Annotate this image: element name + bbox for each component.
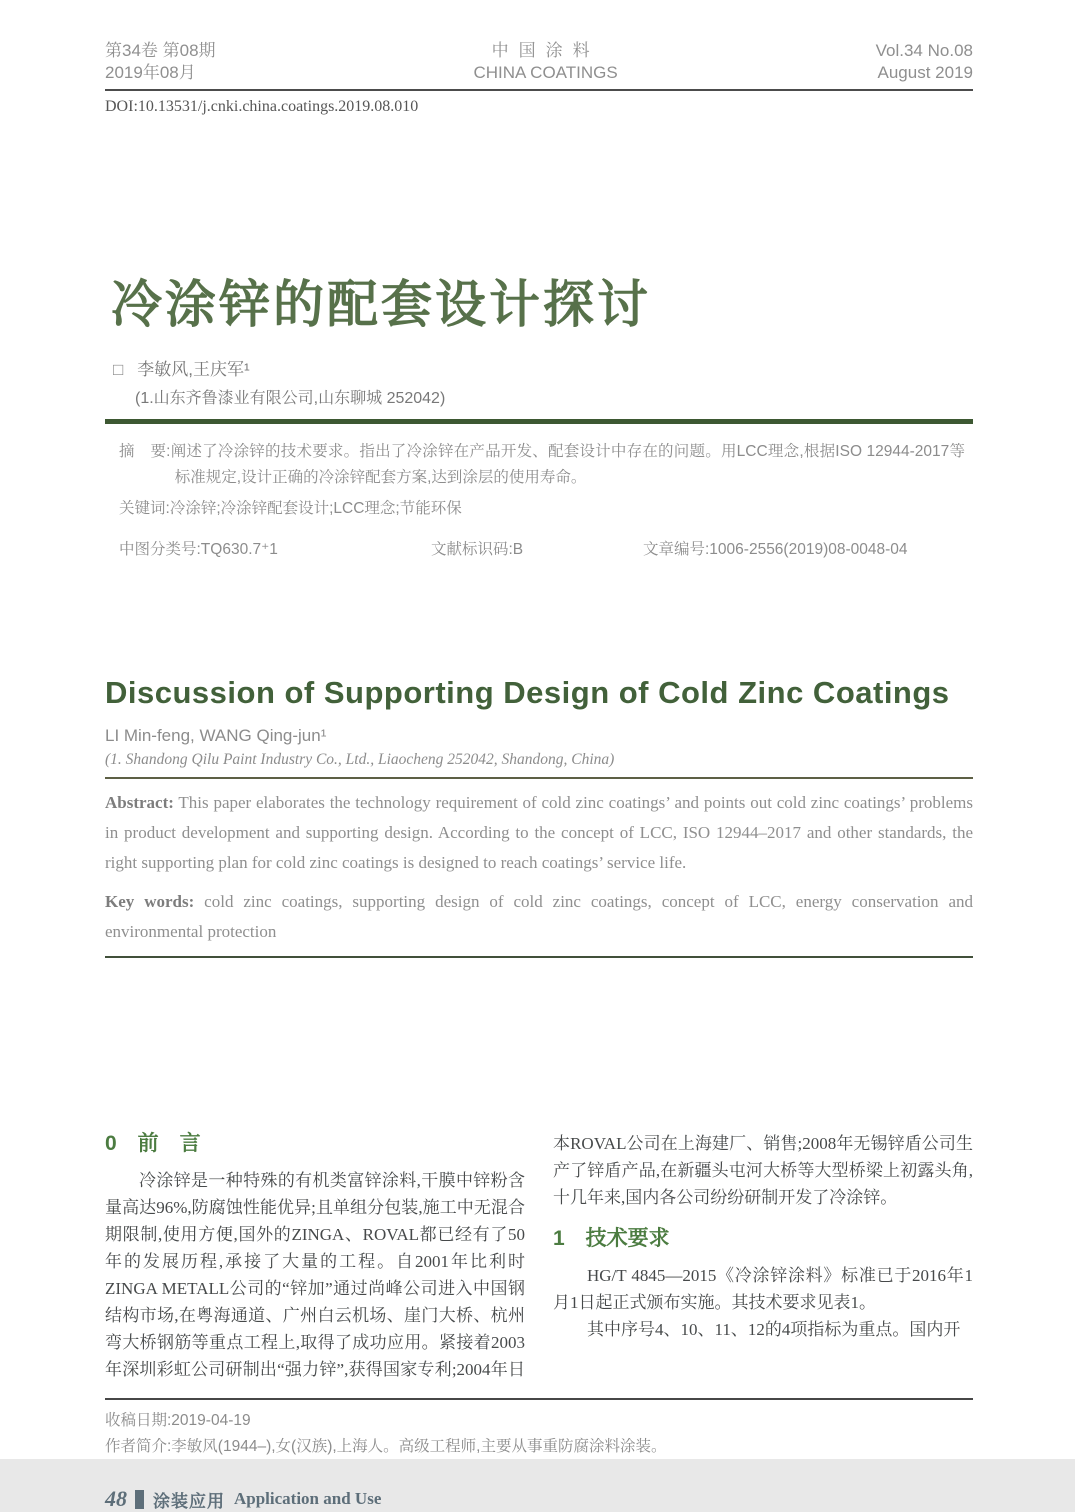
abstract-text-cn: 阐述了冷涂锌的技术要求。指出了冷涂锌在产品开发、配套设计中存在的问题。用LCC理念,根据ISO 12944-2017等标准规定,设计正确的冷涂锌配套方案,达到涂层的使用寿命。 [170, 443, 966, 486]
footnote-divider [105, 1398, 973, 1400]
issue-volume-en: Vol.34 No.08 [875, 41, 973, 60]
page-number: 48 [105, 1486, 127, 1511]
section-0-heading: 0 前 言 [105, 1132, 201, 1155]
english-divider [105, 777, 973, 779]
author-bio: 作者简介:李敏风(1944–),女(汉族),上海人。高级工程师,主要从事重防腐涂料涂装。 [105, 1438, 667, 1455]
abstract-label-en: Abstract: [105, 793, 174, 812]
journal-name-cn: 中国涂料 [491, 41, 600, 60]
keywords-cn [119, 496, 965, 522]
abstract-en [105, 788, 973, 878]
header-issue-en [876, 40, 973, 84]
keywords-label-en: Key words: [105, 892, 195, 911]
article-title-cn: 冷涂锌的配套设计探讨 [111, 276, 652, 333]
doi: DOI:10.13531/j.cnki.china.coatings.2019.08.010 [105, 98, 419, 115]
keywords-label-cn: 关键词: [119, 500, 170, 517]
received-date: 收稿日期:2019-04-19 [105, 1412, 251, 1429]
issue-volume-cn: 第34卷 第08期 [105, 41, 216, 60]
abstract-cn [119, 439, 965, 491]
authors-cn [113, 355, 973, 380]
clc-number: 中图分类号:TQ630.7⁺1 [119, 541, 278, 558]
keywords-text-en: cold zinc coatings, supporting design of cold zinc coatings, concept of LCC, energy conservation and environmental protection [105, 892, 973, 941]
footer-section-cn: 涂装应用 [153, 1491, 225, 1511]
footer-section-en: Application and Use [234, 1489, 382, 1508]
footer-bar-icon [135, 1490, 144, 1509]
keywords-en [105, 887, 973, 947]
journal-header [105, 0, 973, 84]
page-footer [105, 1486, 973, 1512]
affiliation-en: (1. Shandong Qilu Paint Industry Co., Ltd., Liaocheng 252042, Shandong, China) [105, 751, 615, 768]
header-journal-name [473, 40, 617, 84]
abstract-label-cn: 摘 要: [119, 443, 171, 460]
header-divider [105, 89, 973, 91]
document-code: 文献标识码:B [431, 541, 524, 558]
meta-block [119, 439, 965, 563]
article-id: 文章编号:1006-2556(2019)08-0048-04 [643, 541, 908, 558]
classification-row [119, 537, 965, 563]
abstract-text-en: This paper elaborates the technology requirement of cold zinc coatings’ and points out cold zinc coatings’ problems in product development and supporting design. According to the concept of LCC, ISO 12944–2017 and other standards, the right supporting plan for cold zinc coatings is designed to reach coatings’ service life. [105, 793, 974, 872]
section-0-paragraph: 冷涂锌是一种特殊的有机类富锌涂料,干膜中锌粉含量高达96%,防腐蚀性能优异;且单组分包装,施工中无混合期限制,使用方便,国外的ZINGA、ROVAL都已经有了50年的发展历程,承接了大量的工程。自2001年比利时ZINGA METALL公司的“锌加”通过尚峰公司进入中国钢结构市场,在粤海通道、广州白云机场、崖门大桥、杭州弯大桥钢筋等重点工程上,取得了成功应用。紧接着2003年深圳彩虹公司研制出“强力锌”,获得国家专利;2004年日本ROVAL公司在上海建厂、销售;2008年无锡锌盾公司生产了锌盾产品,在新疆头屯河大桥等大型桥梁上初露头角,十几年来,国内各公司纷纷研制开发了冷涂锌。 [105, 1134, 973, 1379]
article-title-en: Discussion of Supporting Design of Cold Zinc Coatings [105, 675, 950, 710]
section-1-paragraph-1: HG/T 4845—2015《冷涂锌涂料》标准已于2016年1月1日起正式颁布实施。其技术要求见表1。 [553, 1266, 973, 1312]
journal-name-en: CHINA COATINGS [473, 63, 618, 82]
abstract-divider [105, 956, 973, 958]
author-marker-icon: □ [113, 360, 124, 379]
title-divider [105, 419, 973, 424]
issue-date-cn: 2019年08月 [105, 63, 196, 82]
issue-date-en: August 2019 [877, 63, 973, 82]
keywords-text-cn: 冷涂锌;冷涂锌配套设计;LCC理念;节能环保 [169, 500, 462, 517]
affiliation-cn: (1.山东齐鲁漆业有限公司,山东聊城 252042) [135, 390, 446, 407]
section-1-paragraph-2: 其中序号4、10、11、12的4项指标为重点。国内开 [587, 1320, 961, 1339]
authors-en: LI Min-feng, WANG Qing-jun¹ [105, 726, 327, 745]
footnotes [105, 1408, 973, 1460]
author-names-cn: 李敏风,王庆军¹ [137, 360, 250, 379]
header-issue-cn [105, 40, 216, 84]
body-columns [105, 1130, 973, 1398]
section-1-heading: 1 技术要求 [553, 1227, 670, 1250]
